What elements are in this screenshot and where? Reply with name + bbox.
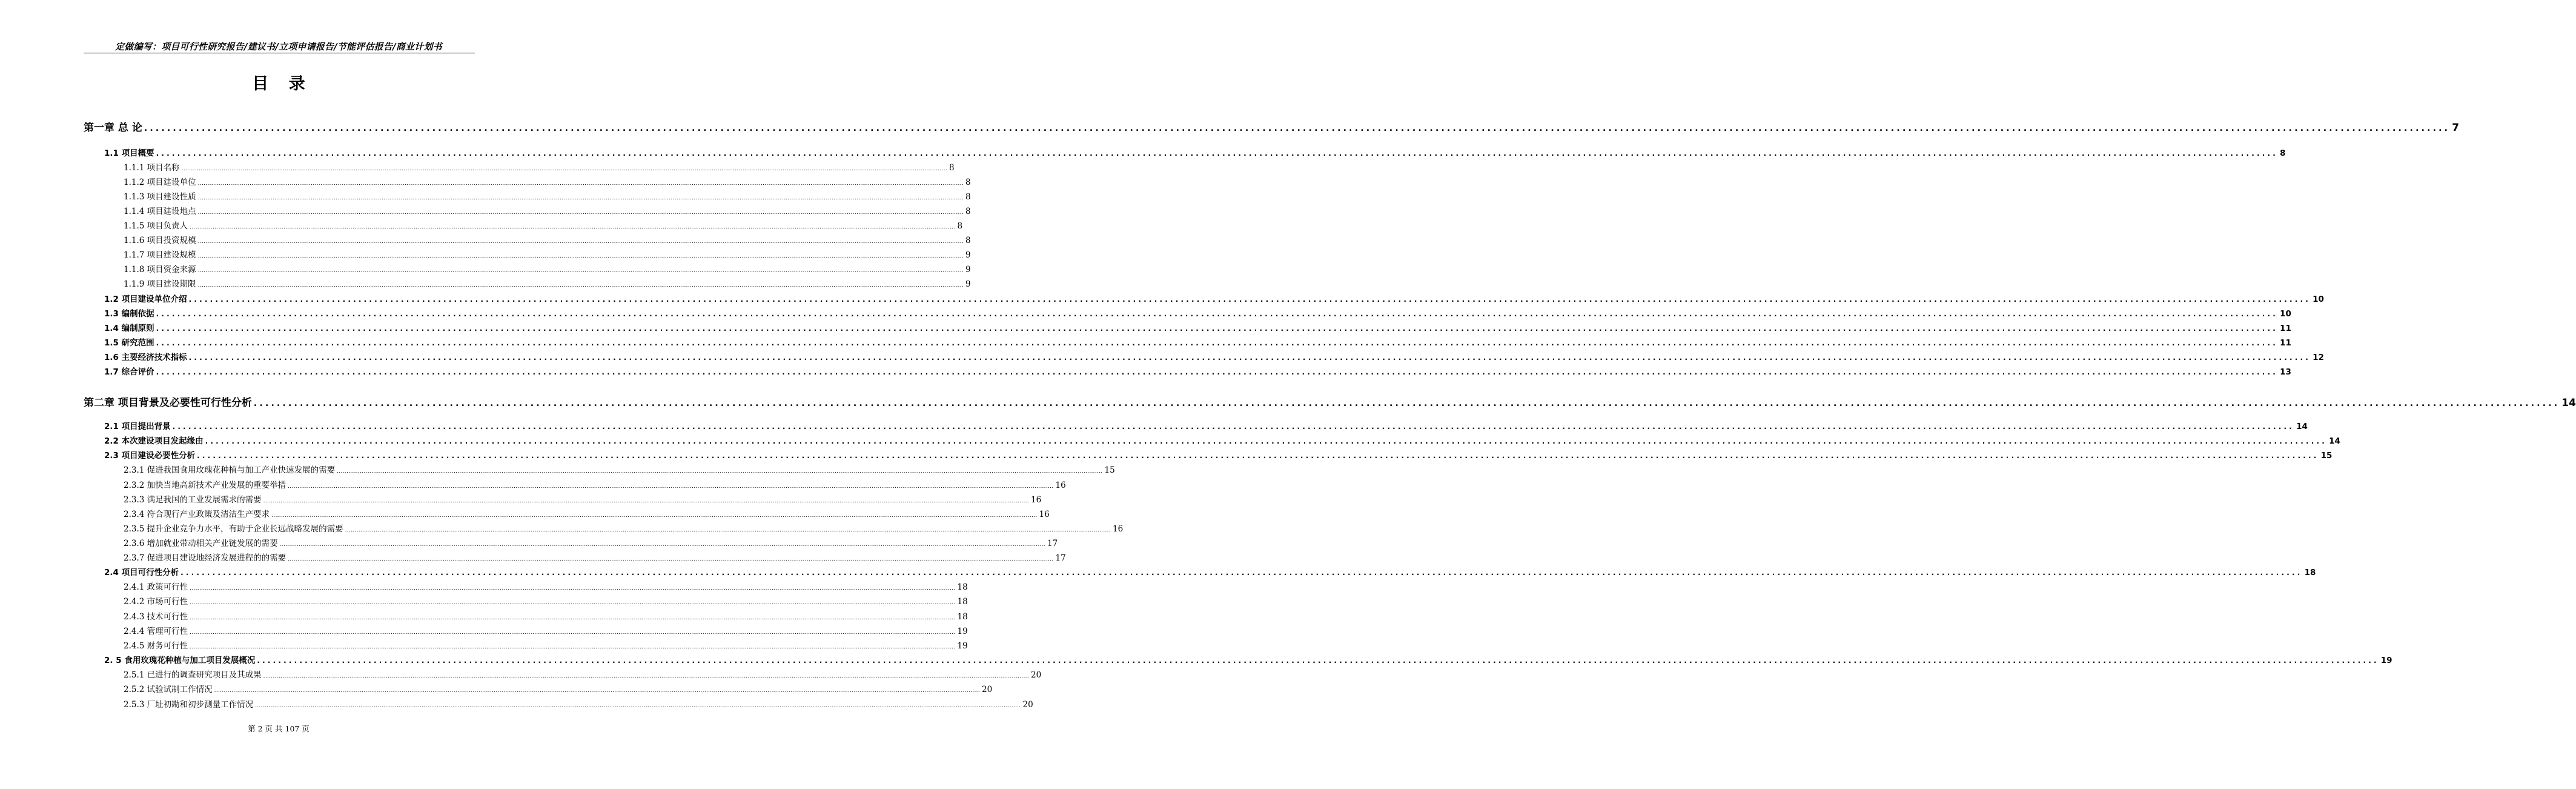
toc-entry-page: 15 — [2320, 451, 2333, 461]
toc-entry-label: 1.1.1 项目名称 — [124, 163, 180, 173]
toc-leader-dots: ................................................................................................................................................................................................................................................................................................................................................................................................................ — [156, 324, 2279, 333]
toc-leader-dots: ................................................................................................................................................................................................................................................................................................................................................................................................................ — [197, 195, 964, 201]
toc-entry-page: 10 — [2280, 309, 2291, 319]
toc-entry-label: 2.4.4 管理可行性 — [124, 627, 188, 636]
toc-entry-page: 18 — [2304, 568, 2316, 578]
toc-entry-label: 2.2 本次建设项目发起缘由 — [104, 436, 204, 446]
toc-entry-label: 1.1.5 项目负责人 — [124, 221, 188, 231]
toc-entry-label: 2.3.5 提升企业竞争力水平，有助于企业长远战略发展的需要 — [124, 524, 343, 534]
toc-entry-page: 19 — [957, 641, 968, 651]
toc-leader-dots: ................................................................................................................................................................................................................................................................................................................................................................................................................ — [144, 124, 2451, 133]
toc-entry-page: 8 — [2280, 148, 2286, 158]
toc-entry-label: 2.3.1 促进我国食用玫瑰花种植与加工产业快速发展的需要 — [124, 465, 336, 475]
toc-entry[interactable] — [124, 277, 971, 289]
toc-leader-dots: ................................................................................................................................................................................................................................................................................................................................................................................................................ — [156, 368, 2279, 376]
toc-entry-page: 9 — [965, 265, 971, 275]
toc-entry-label: 2.3.6 增加就业带动相关产业链发展的需要 — [124, 539, 278, 548]
toc-leader-dots: ................................................................................................................................................................................................................................................................................................................................................................................................................ — [345, 527, 1111, 533]
toc-entry-label: 1.1.7 项目建设规模 — [124, 250, 196, 260]
toc-entry-label: 2.3.2 加快当地高新技术产业发展的重要举措 — [124, 481, 286, 490]
toc-entry-label: 1.1.3 项目建设性质 — [124, 192, 196, 202]
toc-entry-page: 17 — [1055, 553, 1066, 563]
toc-leader-dots: ................................................................................................................................................................................................................................................................................................................................................................................................................ — [255, 703, 1021, 709]
toc-leader-dots: ................................................................................................................................................................................................................................................................................................................................................................................................................ — [279, 542, 1045, 548]
toc-entry-page: 16 — [1055, 481, 1066, 490]
toc-entry[interactable] — [124, 478, 1066, 490]
toc-leader-dots: ................................................................................................................................................................................................................................................................................................................................................................................................................ — [263, 673, 1029, 679]
toc-entry-page: 20 — [1022, 700, 1033, 710]
toc-entry-label: 2.3 项目建设必要性分析 — [104, 451, 196, 461]
toc-entry[interactable] — [104, 448, 2333, 461]
toc-entry-page: 8 — [965, 178, 971, 187]
toc-entry-label: 1.1 项目概要 — [104, 148, 154, 158]
toc-leader-dots: ................................................................................................................................................................................................................................................................................................................................................................................................................ — [190, 585, 956, 591]
toc-entry[interactable] — [104, 434, 2340, 446]
toc-entry[interactable] — [124, 682, 993, 694]
toc-leader-dots: ................................................................................................................................................................................................................................................................................................................................................................................................................ — [214, 688, 980, 694]
toc-entry-label: 2.5.2 试验试制工作情况 — [124, 685, 213, 694]
toc-leader-dots: ................................................................................................................................................................................................................................................................................................................................................................................................................ — [190, 615, 956, 621]
toc-entry-label: 1.1.4 项目建设地点 — [124, 207, 196, 216]
toc-title: 目 录 — [252, 75, 313, 93]
toc-entry[interactable] — [104, 307, 2291, 319]
toc-entry[interactable] — [104, 146, 2286, 158]
page-footer: 第 2 页 共 107 页 — [248, 724, 310, 733]
toc-entry-page: 19 — [957, 627, 968, 636]
toc-entry-label: 2.4.3 技术可行性 — [124, 612, 188, 622]
toc-entry-label: 第二章 项目背景及必要性可行性分析 — [84, 397, 252, 409]
toc-entry[interactable] — [84, 119, 2460, 134]
toc-entry-label: 1.6 主要经济技术指标 — [104, 353, 187, 362]
toc-entry[interactable] — [104, 336, 2291, 348]
toc-entry[interactable] — [104, 350, 2324, 362]
toc-leader-dots: ................................................................................................................................................................................................................................................................................................................................................................................................................ — [156, 339, 2279, 347]
toc-entry-page: 16 — [1031, 495, 1042, 505]
toc-entry-page: 16 — [1039, 510, 1050, 519]
toc-leader-dots: ................................................................................................................................................................................................................................................................................................................................................................................................................ — [188, 295, 2311, 304]
toc-entry[interactable] — [124, 248, 971, 260]
toc-entry-label: 1.2 项目建设单位介绍 — [104, 295, 187, 304]
toc-entry-label: 1.1.2 项目建设单位 — [124, 178, 196, 187]
toc-entry-label: 2.4.1 政策可行性 — [124, 582, 188, 592]
toc-entry-page: 13 — [2280, 367, 2291, 377]
toc-leader-dots: ................................................................................................................................................................................................................................................................................................................................................................................................................ — [263, 498, 1029, 504]
toc-leader-dots: ................................................................................................................................................................................................................................................................................................................................................................................................................ — [257, 656, 2379, 665]
toc-entry-label: 2.5.1 已进行的调查研究项目及其成果 — [124, 670, 262, 680]
toc-leader-dots: ................................................................................................................................................................................................................................................................................................................................................................................................................ — [156, 149, 2279, 158]
toc-leader-dots: ................................................................................................................................................................................................................................................................................................................................................................................................................ — [197, 268, 964, 274]
toc-entry[interactable] — [124, 507, 1050, 519]
toc-entry-page: 18 — [957, 612, 968, 622]
toc-entry[interactable] — [124, 233, 971, 245]
toc-leader-dots: ................................................................................................................................................................................................................................................................................................................................................................................................................ — [197, 282, 964, 288]
toc-entry-page: 8 — [949, 163, 955, 173]
toc-entry-label: 2.3.7 促进项目建设地经济发展进程的的需要 — [124, 553, 286, 563]
toc-entry-page: 18 — [957, 582, 968, 592]
toc-leader-dots: ................................................................................................................................................................................................................................................................................................................................................................................................................ — [180, 568, 2303, 577]
toc-entry[interactable] — [104, 365, 2291, 377]
toc-entry-page: 19 — [2380, 656, 2392, 665]
toc-entry-page: 8 — [965, 192, 971, 202]
toc-entry-label: 2.4.2 市场可行性 — [124, 597, 188, 607]
toc-entry-label: 2.5.3 厂址初勘和初步测量工作情况 — [124, 700, 254, 710]
toc-entry[interactable] — [124, 522, 1124, 534]
toc-entry-page: 16 — [1112, 524, 1124, 534]
toc-leader-dots: ................................................................................................................................................................................................................................................................................................................................................................................................................ — [205, 437, 2328, 445]
toc-entry[interactable] — [124, 639, 968, 651]
page-header: 定做编写：项目可行性研究报告/建议书/立项申请报告/节能评估报告/商业计划书 — [115, 41, 442, 52]
toc-entry[interactable] — [104, 565, 2316, 578]
toc-entry-label: 1.1.6 项目投资规模 — [124, 236, 196, 245]
toc-entry-page: 14 — [2329, 436, 2340, 446]
toc-entry[interactable] — [124, 624, 968, 636]
toc-entry-label: 第一章 总 论 — [84, 122, 142, 134]
toc-leader-dots: ................................................................................................................................................................................................................................................................................................................................................................................................................ — [190, 224, 956, 230]
toc-entry-page: 12 — [2313, 353, 2324, 362]
toc-entry[interactable] — [124, 536, 1058, 548]
toc-entry-page: 7 — [2452, 122, 2460, 134]
toc-entry-label: 2.4.5 财务可行性 — [124, 641, 188, 651]
toc-leader-dots: ................................................................................................................................................................................................................................................................................................................................................................................................................ — [190, 630, 956, 636]
toc-entry-label: 1.1.9 项目建设期限 — [124, 279, 196, 289]
toc-entry[interactable] — [104, 419, 2308, 431]
toc-entry-page: 8 — [957, 221, 963, 231]
toc-entry-label: 1.4 编制原则 — [104, 324, 154, 333]
toc-leader-dots: ................................................................................................................................................................................................................................................................................................................................................................................................................ — [253, 399, 2560, 408]
toc-entry[interactable] — [124, 161, 955, 173]
toc-entry[interactable] — [124, 668, 1042, 680]
toc-leader-dots: ................................................................................................................................................................................................................................................................................................................................................................................................................ — [197, 210, 964, 216]
toc-leader-dots: ................................................................................................................................................................................................................................................................................................................................................................................................................ — [197, 451, 2319, 460]
toc-leader-dots: ................................................................................................................................................................................................................................................................................................................................................................................................................ — [181, 166, 947, 172]
toc-leader-dots: ................................................................................................................................................................................................................................................................................................................................................................................................................ — [156, 310, 2279, 318]
toc-entry-page: 20 — [1031, 670, 1042, 680]
toc-entry-page: 20 — [982, 685, 993, 694]
toc-entry-page: 14 — [2296, 422, 2308, 431]
toc-leader-dots: ................................................................................................................................................................................................................................................................................................................................................................................................................ — [197, 181, 964, 187]
toc-entry-label: 1.5 研究范围 — [104, 338, 154, 348]
toc-entry-page: 11 — [2280, 338, 2291, 348]
toc-leader-dots: ................................................................................................................................................................................................................................................................................................................................................................................................................ — [337, 468, 1103, 474]
toc-leader-dots: ................................................................................................................................................................................................................................................................................................................................................................................................................ — [197, 239, 964, 245]
toc-entry-label: 1.1.8 项目资金来源 — [124, 265, 196, 275]
toc-leader-dots: ................................................................................................................................................................................................................................................................................................................................................................................................................ — [288, 484, 1054, 490]
toc-entry-label: 1.3 编制依据 — [104, 309, 154, 319]
toc-leader-dots: ................................................................................................................................................................................................................................................................................................................................................................................................................ — [197, 253, 964, 259]
toc-leader-dots: ................................................................................................................................................................................................................................................................................................................................................................................................................ — [190, 600, 956, 606]
toc-entry-page: 14 — [2561, 397, 2576, 409]
toc-entry[interactable] — [124, 594, 968, 607]
toc-entry-label: 1.7 综合评价 — [104, 367, 154, 377]
toc-entry[interactable] — [104, 321, 2291, 333]
toc-entry[interactable] — [124, 175, 971, 187]
toc-entry-page: 15 — [1104, 465, 1115, 475]
toc-entry-page: 9 — [965, 250, 971, 260]
toc-entry-page: 10 — [2313, 295, 2324, 304]
toc-entry-label: 2.1 项目提出背景 — [104, 422, 171, 431]
toc-entry[interactable] — [124, 580, 968, 592]
toc-entry[interactable] — [124, 697, 1033, 710]
toc-leader-dots: ................................................................................................................................................................................................................................................................................................................................................................................................................ — [288, 556, 1054, 562]
toc-entry-page: 9 — [965, 279, 971, 289]
toc-entry-label: 2.4 项目可行性分析 — [104, 568, 179, 578]
toc-leader-dots: ................................................................................................................................................................................................................................................................................................................................................................................................................ — [188, 353, 2311, 362]
toc-entry-page: 8 — [965, 207, 971, 216]
toc-entry[interactable] — [84, 394, 2576, 409]
toc-entry-page: 18 — [957, 597, 968, 607]
toc-leader-dots: ................................................................................................................................................................................................................................................................................................................................................................................................................ — [172, 422, 2295, 431]
toc-leader-dots: ................................................................................................................................................................................................................................................................................................................................................................................................................ — [271, 513, 1038, 519]
toc-entry[interactable] — [104, 292, 2324, 304]
toc-entry-label: 2. 5 食用玫瑰花种植与加工项目发展概况 — [104, 656, 256, 665]
toc-entry[interactable] — [124, 219, 963, 231]
toc-entry[interactable] — [124, 610, 968, 622]
toc-entry-page: 8 — [965, 236, 971, 245]
toc-entry-page: 17 — [1047, 539, 1058, 548]
toc-entry-page: 11 — [2280, 324, 2291, 333]
toc-entry[interactable] — [124, 190, 971, 202]
toc-entry[interactable] — [124, 551, 1066, 563]
toc-entry[interactable] — [124, 493, 1042, 505]
toc-leader-dots: ................................................................................................................................................................................................................................................................................................................................................................................................................ — [190, 644, 956, 650]
toc-entry[interactable] — [124, 463, 1115, 475]
toc-entry[interactable] — [104, 653, 2392, 665]
toc-entry-label: 2.3.4 符合现行产业政策及清洁生产要求 — [124, 510, 270, 519]
toc-entry[interactable] — [124, 204, 971, 216]
toc-entry-label: 2.3.3 满足我国的工业发展需求的需要 — [124, 495, 262, 505]
toc-entry[interactable] — [124, 262, 971, 275]
